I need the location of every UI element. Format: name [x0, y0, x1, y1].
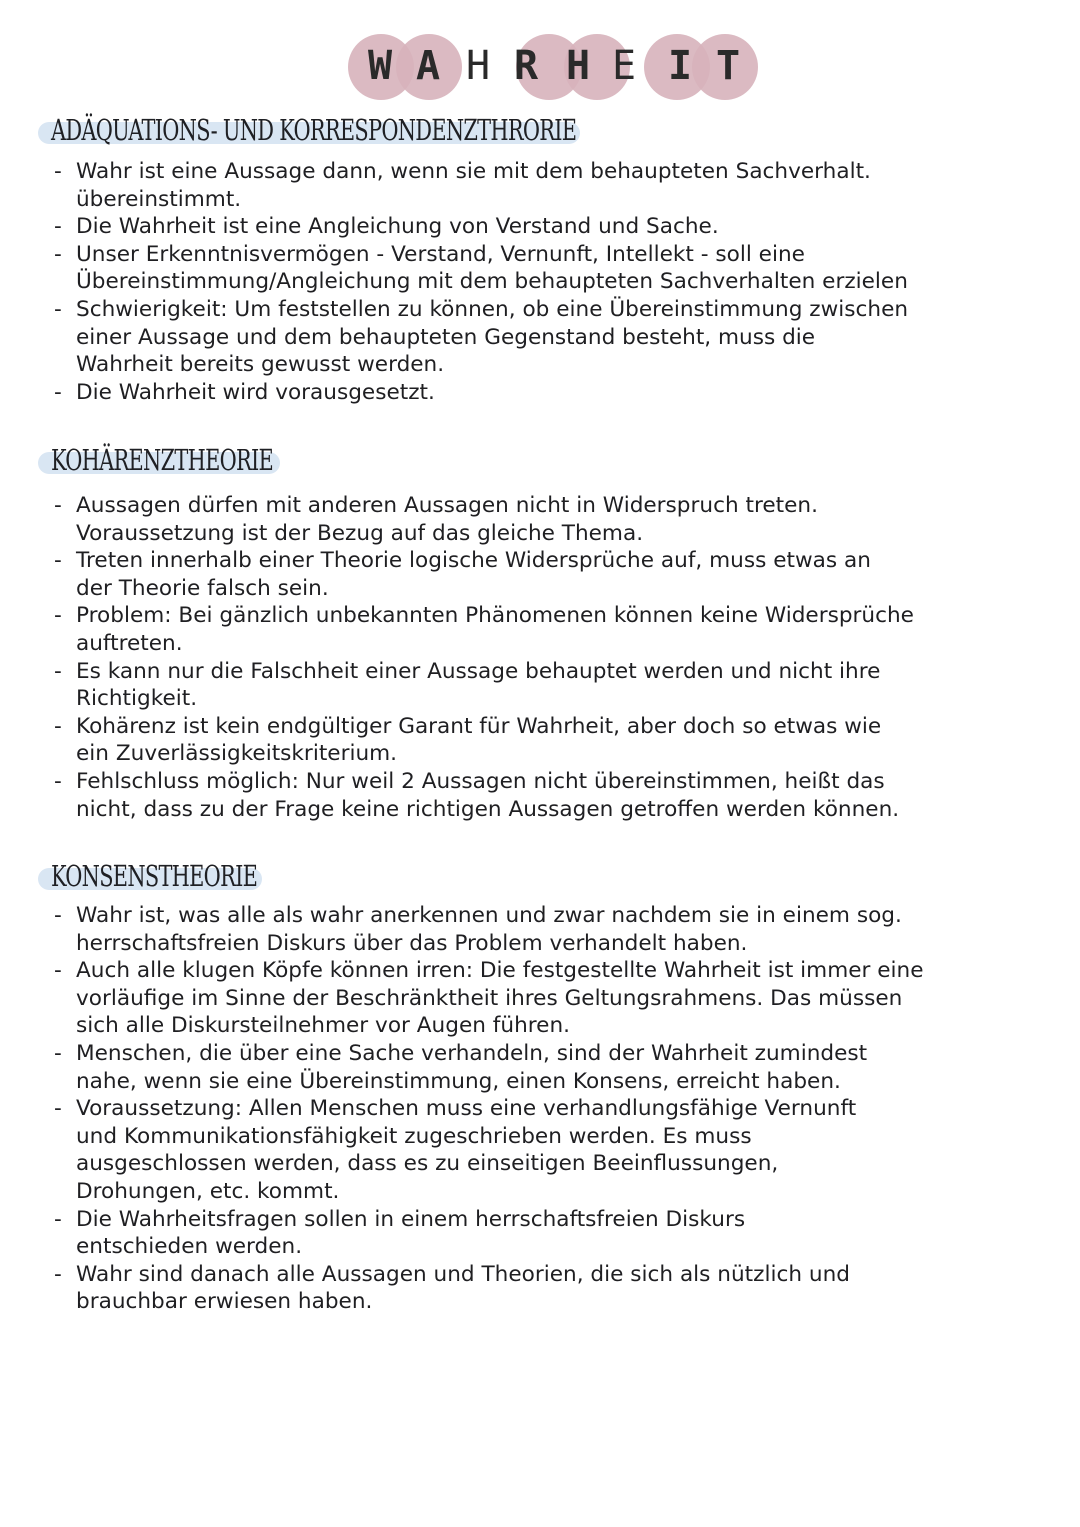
section-heading-korrespondenz: [38, 112, 598, 148]
title-letter: H: [565, 43, 591, 89]
list-item-text: Die Wahrheitsfragen sollen in einem herrschaftsfreien Diskurs entschieden werden.: [76, 1206, 746, 1260]
section-list-konsens: [54, 902, 1044, 1316]
list-item: [54, 1206, 1044, 1261]
bullet-dash: -: [54, 1206, 62, 1232]
title-letter: T: [715, 43, 741, 89]
list-item-text: Wahr ist, was alle als wahr anerkennen und zwar nachdem sie in einem sog. herrschaftsfreien Diskurs über das Problem verhandelt haben.: [76, 903, 902, 956]
bullet-dash: -: [54, 658, 62, 684]
section-heading-konsens: [38, 858, 278, 894]
list-item: [54, 902, 1044, 957]
bullet-dash: -: [54, 958, 62, 984]
list-item: [54, 1040, 1044, 1095]
title-letter: W: [367, 43, 393, 89]
list-item-text: Voraussetzung: Allen Menschen muss eine verhandlungsfähige Vernunft und Kommunikationsfähigkeit zugeschrieben werden. Es muss ausgeschlossen werden, dass es zu einseitigen Beeinflussungen, Drohungen, etc. kommt.: [76, 1096, 857, 1204]
list-item-text: Unser Erkenntnisvermögen - Verstand, Vernunft, Intellekt - soll eine Übereinstimmung/Angleichung mit dem behaupteten Sachverhalten erzielen: [76, 241, 908, 295]
section-heading-kohaerenz: [38, 442, 298, 478]
bullet-dash: -: [54, 296, 62, 322]
list-item-text: Die Wahrheit ist eine Angleichung von Verstand und Sache.: [76, 214, 719, 240]
list-item: [54, 713, 1044, 768]
list-item: [54, 658, 1044, 713]
bullet-dash: -: [54, 603, 62, 629]
section-heading-text: ADÄQUATIONS- UND KORRESPONDENZTHRORIE: [50, 113, 577, 147]
list-item-text: Schwierigkeit: Um feststellen zu können, ob eine Übereinstimmung zwischen einer Aussage und dem behaupteten Gegenstand besteht, muss die Wahrheit bereits gewusst werden.: [76, 296, 909, 378]
title-letter: A: [415, 43, 441, 89]
bullet-dash: -: [54, 1040, 62, 1066]
bullet-dash: -: [54, 379, 62, 405]
section-heading-text: KOHÄRENZTHEORIE: [50, 443, 274, 477]
list-item-text: Fehlschluss möglich: Nur weil 2 Aussagen nicht übereinstimmen, heißt das nicht, dass zu der Frage keine richtigen Aussagen getroffen werden können.: [76, 768, 900, 822]
list-item-text: Kohärenz ist kein endgültiger Garant für Wahrheit, aber doch so etwas wie ein Zuverlässigkeitskriterium.: [76, 713, 882, 767]
title-letter: H: [465, 43, 491, 89]
list-item-text: Problem: Bei gänzlich unbekannten Phänomenen können keine Widersprüche auftreten.: [76, 603, 914, 656]
list-item-text: Auch alle klugen Köpfe können irren: Die festgestellte Wahrheit ist immer eine vorläufige im Sinne der Beschränktheit ihres Geltungsrahmens. Das müssen sich alle Diskursteilnehmer vor Augen führen.: [76, 958, 924, 1039]
bullet-dash: -: [54, 1261, 62, 1287]
title-letter: E: [611, 43, 637, 89]
section-list-kohaerenz: [54, 492, 1044, 823]
bullet-dash: -: [54, 1096, 62, 1122]
bullet-dash: -: [54, 241, 62, 267]
list-item-text: Menschen, die über eine Sache verhandeln, sind der Wahrheit zumindest nahe, wenn sie eine Übereinstimmung, einen Konsens, erreicht haben.: [76, 1040, 868, 1094]
title-letter: R: [513, 43, 539, 89]
list-item: [54, 296, 1044, 379]
bullet-dash: -: [54, 903, 62, 928]
bullet-dash: -: [54, 713, 62, 739]
list-item: [54, 1261, 1044, 1316]
list-item: [54, 241, 1044, 296]
list-item: [54, 379, 1044, 407]
list-item-text: Die Wahrheit wird vorausgesetzt.: [76, 379, 435, 405]
section-heading-text: KONSENSTHEORIE: [50, 859, 258, 893]
bullet-dash: -: [54, 493, 62, 518]
list-item: [54, 213, 1044, 241]
bullet-dash: -: [54, 548, 62, 574]
bullet-dash: -: [54, 214, 62, 240]
list-item: [54, 492, 1044, 547]
section-list-korrespondenz: [54, 158, 1044, 406]
bullet-dash: -: [54, 768, 62, 794]
list-item-text: Es kann nur die Falschheit einer Aussage behauptet werden und nicht ihre Richtigkeit.: [76, 658, 881, 712]
list-item: [54, 158, 1044, 213]
list-item-text: Aussagen dürfen mit anderen Aussagen nicht in Widerspruch treten. Voraussetzung ist der Bezug auf das gleiche Thema.: [76, 493, 818, 546]
list-item-text: Wahr ist eine Aussage dann, wenn sie mit dem behaupteten Sachverhalt. übereinstimmt.: [76, 159, 871, 212]
title-letter: I: [667, 43, 693, 89]
list-item-text: Treten innerhalb einer Theorie logische Widersprüche auf, muss etwas an der Theorie falsch sein.: [76, 548, 871, 601]
page-title: [340, 30, 770, 108]
list-item: [54, 602, 1044, 657]
list-item: [54, 547, 1044, 602]
bullet-dash: -: [54, 159, 62, 184]
list-item-text: Wahr sind danach alle Aussagen und Theorien, die sich als nützlich und brauchbar erwiesen haben.: [76, 1261, 850, 1315]
list-item: [54, 957, 1044, 1040]
list-item: [54, 768, 1044, 823]
list-item: [54, 1095, 1044, 1205]
